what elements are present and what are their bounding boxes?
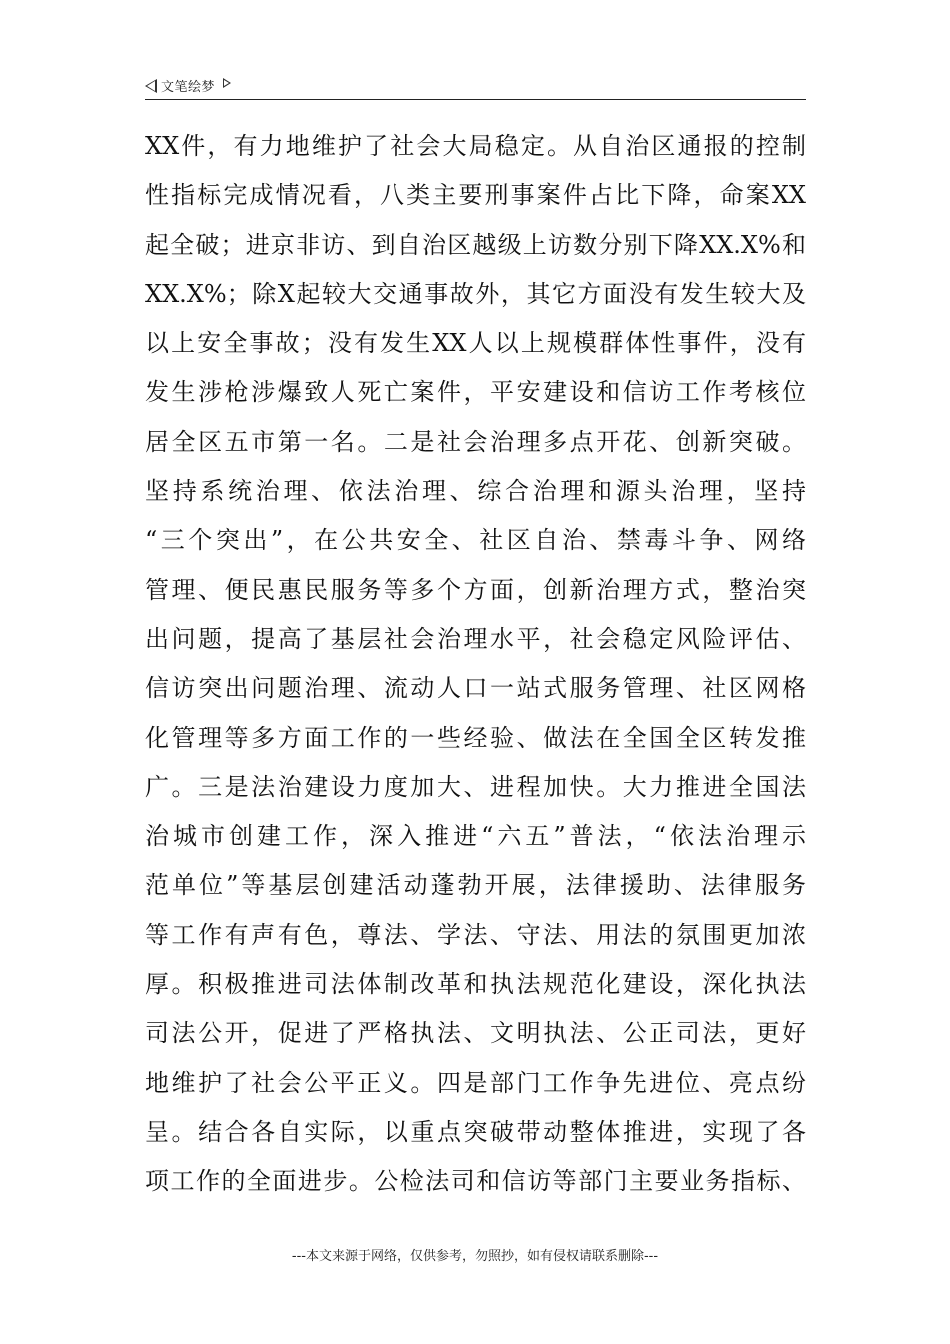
text-line: 治城市创建工作，深入推进“六五”普法，“依法治理示: [145, 822, 806, 851]
text-line: XX件，有力地维护了社会大局稳定。从自治区通报的控制: [145, 132, 806, 160]
text-line: 居全区五市第一名。二是社会治理多点开花、创新突破。: [145, 427, 806, 456]
text-line: 以上安全事故；没有发生XX人以上规模群体性事件，没有: [145, 329, 806, 358]
text-line: 起全破；进京非访、到自治区越级上访数分别下降XX.X%和: [145, 230, 806, 259]
text-line: 出问题，提高了基层社会治理水平，社会稳定风险评估、: [145, 624, 806, 653]
footer-notice: ---本文来源于网络，仅供参考，勿照抄，如有侵权请联系删除---: [291, 1249, 659, 1264]
text-line: 项工作的全面进步。公检法司和信访等部门主要业务指标、: [145, 1167, 806, 1196]
text-line: 司法公开，促进了严格执法、文明执法、公正司法，更好: [145, 1019, 806, 1048]
left-triangle-icon: [145, 79, 157, 93]
header-brand: 文笔绘梦: [161, 80, 216, 95]
right-triangle-icon: [223, 78, 231, 88]
text-line: 信访突出问题治理、流动人口一站式服务管理、社区网格: [145, 674, 806, 703]
text-line: XX.X%；除X起较大交通事故外，其它方面没有发生较大及: [145, 279, 806, 308]
text-line: 等工作有声有色，尊法、学法、守法、用法的氛围更加浓: [145, 920, 806, 949]
text-line: “三个突出”，在公共安全、社区自治、禁毒斗争、网络: [145, 526, 806, 555]
text-line: 范单位”等基层创建活动蓬勃开展，法律援助、法律服务: [145, 871, 806, 900]
text-line: 坚持系统治理、依法治理、综合治理和源头治理，坚持: [145, 477, 806, 506]
body-text: [145, 128, 806, 1213]
page-header: [145, 72, 806, 100]
text-line: 管理、便民惠民服务等多个方面，创新治理方式，整治突: [145, 575, 806, 604]
text-line: 地维护了社会公平正义。四是部门工作争先进位、亮点纷: [145, 1068, 806, 1097]
text-line: 发生涉枪涉爆致人死亡案件，平安建设和信访工作考核位: [145, 378, 806, 407]
text-line: 化管理等多方面工作的一些经验、做法在全国全区转发推: [145, 723, 806, 752]
text-line: 广。三是法治建设力度加大、进程加快。大力推进全国法: [145, 772, 806, 801]
text-line: 性指标完成情况看，八类主要刑事案件占比下降，命案XX: [145, 181, 806, 210]
text-line: 呈。结合各自实际，以重点突破带动整体推进，实现了各: [145, 1117, 806, 1146]
text-line: 厚。积极推进司法体制改革和执法规范化建设，深化执法: [145, 970, 806, 999]
